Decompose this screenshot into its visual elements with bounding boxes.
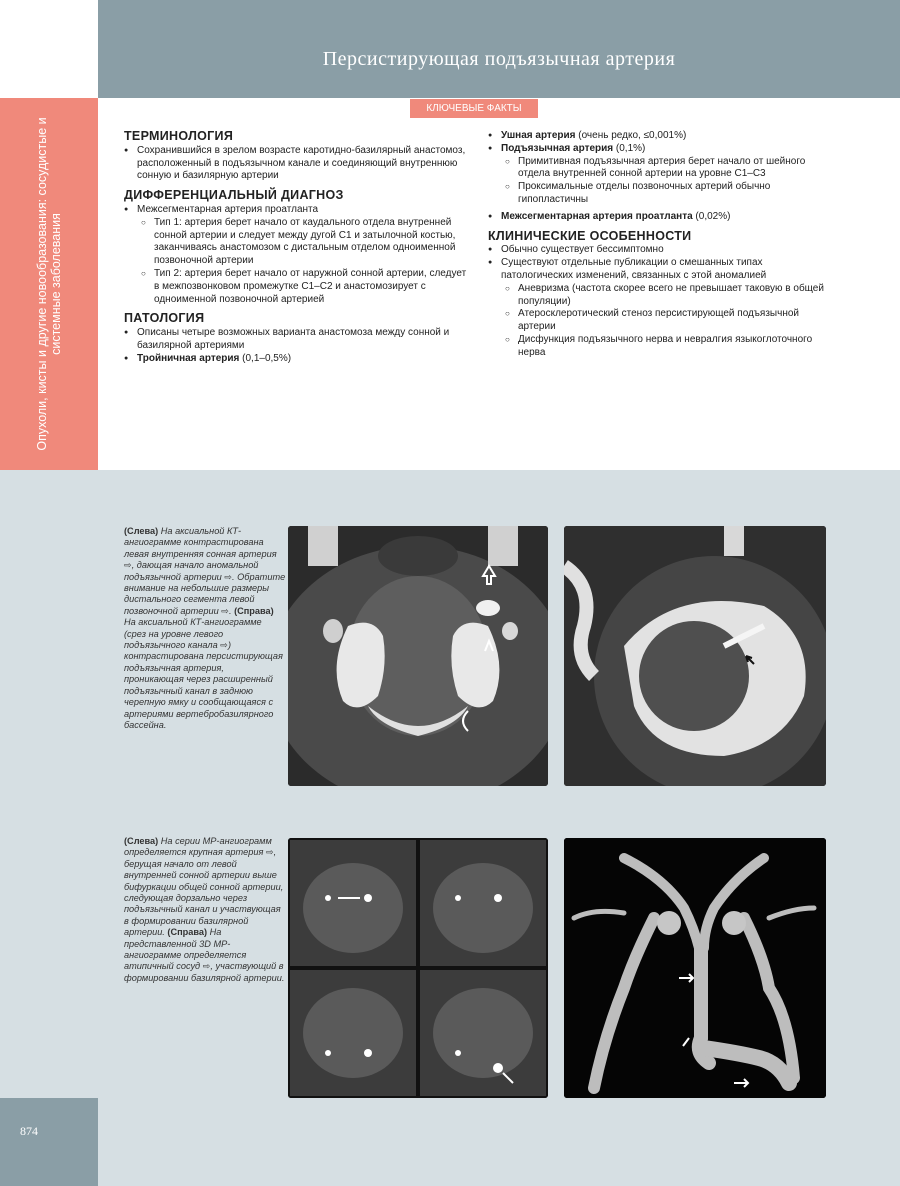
caption-text: . Обратите внимание на небольшие размеры дистального сегмента левой позвоночной артерии (124, 571, 286, 616)
caption-label: (Справа) (167, 927, 208, 938)
caption-text: , участвующий в формировании базилярной артерии. (124, 961, 285, 983)
term-detail: (очень редко, ≤0,001%) (575, 130, 687, 141)
list-item: ● Существуют отдельные публикации о смешанных типах патологических изменений, связанных с этой аномалией (488, 257, 833, 283)
key-facts-section (98, 98, 900, 470)
mra-panel-3 (290, 970, 416, 1096)
pathology-heading: ПАТОЛОГИЯ (124, 311, 205, 326)
diff-diagnosis-heading: ДИФФЕРЕНЦИАЛЬНЫЙ ДИАГНОЗ (124, 188, 344, 203)
page-number: 874 (20, 1124, 38, 1138)
list-item (488, 211, 833, 224)
ct-axial-right-image (564, 526, 826, 786)
section-side-tab (0, 98, 98, 470)
caption-text: ) контрастирована персистирующая подъязычная артерия, проникающая через расширенный подъязычный канал в заднюю черепную ямку и сообщающаяся с артериями вертебробазилярного бассейна. (124, 640, 283, 730)
mra-series-grid-graphic (288, 838, 548, 1098)
gutter-mid (0, 470, 98, 1098)
ct-axial-left-graphic (288, 526, 548, 786)
sub-list-item: ○ Дисфункция подъязычного нерва и невралгия языкоглоточного нерва (488, 334, 833, 360)
bold-term: Подъязычная артерия (501, 142, 614, 154)
page-title: Персистирующая подъязычная артерия (322, 48, 676, 70)
open-arrow-marker-icon: ⇨ (202, 961, 211, 972)
figure-caption-2 (124, 836, 286, 984)
mra-3d-graphic (564, 838, 826, 1098)
ct-axial-left-image (288, 526, 548, 786)
section-side-label: Опухоли, кисты и другие новообразования: сосудистые и системные заболевания (35, 117, 63, 451)
arrow-marker-icon: ⇨ (265, 847, 274, 858)
list-item: ● Межсегментарная артерия проатланта (124, 204, 469, 217)
bold-term: Ушная артерия (501, 130, 576, 141)
term-detail: (0,1%) (613, 142, 646, 154)
arrow-marker-icon: ⇨ (224, 571, 233, 582)
clinical-list (488, 244, 833, 359)
caption-text: На аксиальной КТ-ангиограмме контрастирована левая внутренняя сонная артерия (124, 526, 277, 559)
pathology-list (124, 327, 469, 365)
gutter-top (0, 0, 98, 98)
clinical-heading: КЛИНИЧЕСКИЕ ОСОБЕННОСТИ (488, 228, 692, 243)
terminology-list (124, 145, 469, 183)
open-arrow-marker-icon: ⇨ (220, 640, 228, 651)
arrow-marker-icon: ⇨ (124, 560, 132, 571)
sub-list-item: ○ Атеросклеротический стеноз персистирующей подъязычной артерии (488, 308, 833, 334)
mra-3d-image (564, 838, 826, 1098)
list-item: ● Сохранившийся в зрелом возрасте каротидно-базилярный анастомоз, расположенный в подъязычном канале и соединяющий внутреннюю сонную и базилярную артерии (124, 145, 469, 183)
diff-diagnosis-list (124, 204, 469, 306)
caption-text: На серии МР-ангиограмм определяется крупная артерия (124, 836, 272, 858)
terminology-heading: ТЕРМИНОЛОГИЯ (124, 129, 234, 143)
sub-list-item: ○ Тип 2: артерия берет начало от наружной сонной артерии, следует в межпозвонковом промежутке С1–С2 и анастомозирует с одноименной позвоночной артерией (124, 268, 469, 306)
mra-series-grid-image (288, 838, 548, 1098)
sub-list-item: ○ Тип 1: артерия берет начало от каудального отдела внутренней сонной артерии и следует между дугой С1 и затылочной костью, заканчиваясь анастомозом с дистальным отделом одноименной позвоночной артерии (124, 217, 469, 268)
variants-list (488, 130, 833, 224)
mra-panel-1 (290, 840, 416, 966)
key-facts-badge: КЛЮЧЕВЫЕ ФАКТЫ (410, 99, 538, 118)
sub-list-item: ○ Примитивная подъязычная артерия берет начало от шейного отдела внутренней сонной артерии на уровне С1–С3 (488, 156, 833, 182)
caption-text: , берущая начало от левой внутренней сонной артерии выше бифуркации общей сонной артерии, следующая дорзально через подъязычный канал и участвующая в формировании базилярной артерии. (124, 847, 284, 938)
sub-list-item: ○ Аневризма (частота скорее всего не превышает таковую в общей популяции) (488, 283, 833, 309)
list-item: ● Обычно существует бессимптомно (488, 244, 833, 257)
caption-label: (Справа) (234, 605, 274, 616)
mra-panel-2 (420, 840, 546, 966)
term-detail: (0,1–0,5%) (239, 352, 292, 364)
bold-term: Тройничная артерия (137, 352, 240, 364)
left-column (124, 128, 469, 366)
caption-text: , дающая начало аномальной подъязычной артерии (124, 560, 259, 582)
caption-text: На представленной 3D МР-ангиограмме определяется атипичный сосуд (124, 927, 247, 972)
list-item (124, 353, 469, 366)
list-item (488, 143, 833, 156)
list-item: ● Описаны четыре возможных варианта анастомоза между сонной и базилярной артериями (124, 327, 469, 353)
caption-label: (Слева) (124, 836, 159, 846)
bold-term: Межсегментарная артерия проатланта (501, 210, 693, 222)
page-header (98, 0, 900, 98)
right-column (488, 130, 833, 360)
arrow-marker-icon: ⇨ (221, 605, 229, 616)
list-item (488, 130, 833, 143)
caption-text: На аксиальной КТ-ангиограмме (срез на уровне левого подъязычного канала (124, 617, 262, 651)
figure-caption-1: (Слева) На аксиальной КТ-ангиограмме контрастирована левая внутренняя сонная артерия ⇨, дающая начало аномальной подъязычной артерии ⇨. Обратите внимание на небольшие размеры дистального сегмента левой позвоночной артерии ⇨. (Справа) На аксиальной КТ-ангиограмме (срез на уровне левого подъязычного канала ⇨) контрастирована персистирующая подъязычная артерия, проникающая через расширенный подъязычный канал в заднюю черепную ямку и сообщающаяся с артериями вертебробазилярного бассейна. (124, 526, 286, 730)
term-detail: (0,02%) (692, 210, 731, 222)
sub-list-item: ○ Проксимальные отделы позвоночных артерий обычно гипопластичны (488, 181, 833, 207)
ct-axial-right-graphic (564, 526, 826, 786)
caption-label: (Слева) (124, 526, 159, 536)
page-number-box (0, 1098, 98, 1186)
figure-section (98, 470, 900, 1186)
mra-panel-4 (420, 970, 546, 1096)
